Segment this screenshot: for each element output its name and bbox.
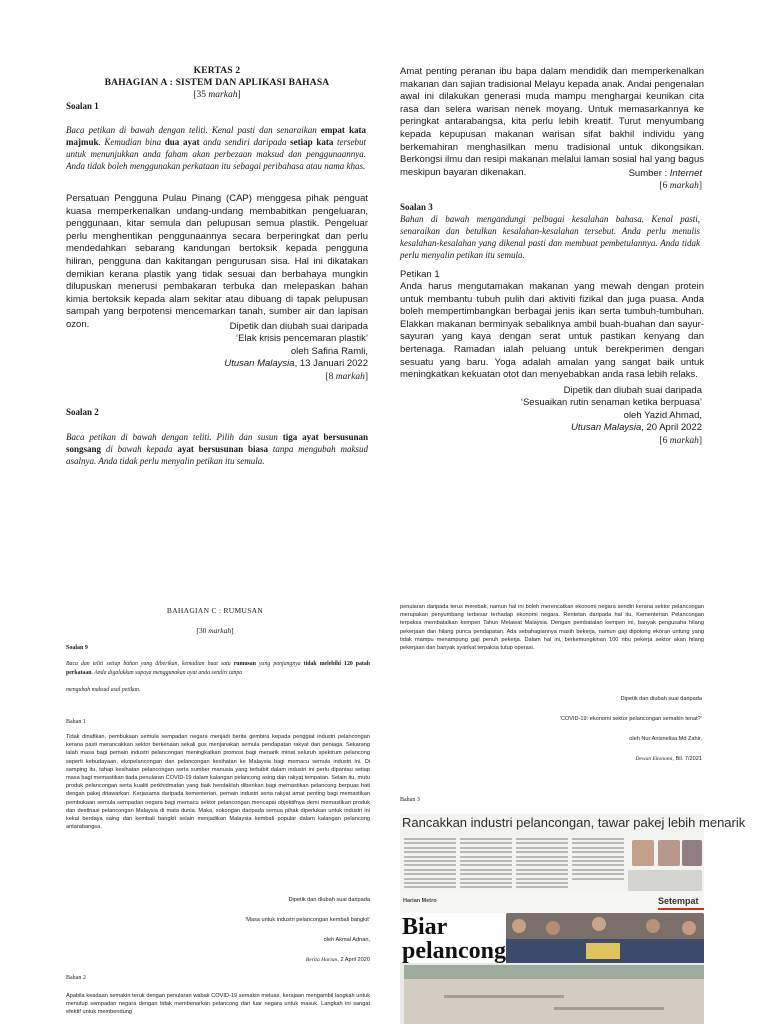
clipping-2-headline: Biar	[402, 914, 448, 940]
group-photo	[506, 913, 704, 963]
bahagian-a-heading: BAHAGIAN A : SISTEM DAN APLIKASI BAHASA	[104, 78, 330, 88]
soalan-1-passage: Persatuan Pengguna Pulau Pinang (CAP) menggesa pihak penguat kuasa memperkenalkan undang-undang membabitkan pengeluaran, penggunaan, kitar semula dan pelupusan semua plastik. Pengeluar perlu menghentikan penggunaannya secara berperingkat dan perlu mendedahkan sebarang kandungan bertoksik kepada pengguna hiliran, pengguna dan kakitangan pengurusan sisa. Hal ini dikatakan demikian kerana plastik yang tidak sesuai dan berbahaya mungkin dilupuskan menerusi pembakaran terbuka dan melepaskan bahan kimia bertoksik kepada alam sekitar atau dibuang di tapak pelupusan sampah yang berpotensi mencemarkan tanah, sumber air dan lapisan ozon.	[66, 193, 368, 330]
soalan-2-instructions: Baca petikan di bawah dengan teliti. Pilih dan susun tiga ayat bersusunan songsang di bawah kepada ayat bersusunan biasa tanpa mengubah maksud asalnya. Anda tidak perlu menyalin petikan itu semula.	[66, 432, 369, 466]
bahan-2-source: Dipetik dan diubah suai daripada ‘COVID-19: ekonomi sektor pelancongan semakin tenat?’ oleh Nur Anisnelisa Md Zahir, Dewan Ekonomi, Bil. 7/2021	[559, 696, 702, 762]
bahagian-a-marks: [35 markah]	[193, 90, 241, 100]
portrait-photo	[682, 840, 702, 866]
newspaper-masthead: Harian Metro	[403, 898, 437, 904]
soalan-1-instructions: Baca petikan di bawah dengan teliti. Kenal pasti dan senaraikan empat kata majmuk. Kemudian bina dua ayat anda sendiri daripada setiap kata tersebut untuk menunjukkan anda faham akan perbezaan maksud dan penggunaannya. Anda tidak boleh menggunakan perkataan itu sebagai peribahasa atau nama khas.	[66, 125, 366, 171]
portrait-photo	[632, 840, 654, 866]
clipping-2-headline-cont: pelancong	[402, 938, 507, 964]
beach-photo	[404, 965, 704, 1024]
bahan-1-label: Bahan 1	[66, 719, 86, 725]
bahan-1-source: Dipetik dan diubah suai daripada ‘Masa untuk industri pelancongan kembali bangkit’ oleh Akmal Adnan, Berita Harian, 2 April 2020	[244, 897, 370, 963]
petikan-1-label: Petikan 1	[400, 269, 440, 280]
newspaper-clipping-1	[400, 814, 746, 898]
bahagian-c-marks: [30 markah]	[196, 626, 234, 635]
soalan-1-source: Dipetik dan diubah suai daripada ‘Elak krisis pencemaran plastik’ oleh Safina Ramli, Utusan Malaysia, 13 Januari 2022 [8 markah]	[224, 321, 368, 382]
soalan-3-instructions: Bahan di bawah mengandungi pelbagai kesalahan bahasa. Kenal pasti, senaraikan dan betulkan kesalahan-kesalahan tersebut. Anda perlu menulis kesalahan-kesalahan yang dikenal pasti dan membuat pembetulannya. Anda tidak perlu menyalin petikan itu semula.	[400, 214, 700, 260]
clipping-1-headline: Rancakkan industri pelancongan, tawar pakej lebih menarik	[402, 815, 746, 830]
soalan-1-label: Soalan 1	[66, 101, 99, 111]
internet-source: Sumber : Internet [6 markah]	[628, 168, 702, 192]
newspaper-section: Setempat	[658, 896, 699, 906]
soalan-2-label: Soalan 2	[66, 407, 99, 417]
petikan-1-passage: Anda harus mengutamakan makanan yang mewah dengan protein untuk membantu tubuh pulih dari aktiviti fizikal dan juga puasa. Anda boleh mempertimbangkan berbagai jenis ikan serta tumbuh-tumbuhan. Elakkan makanan berminyak sebaliknya ambil buah-buahan dan sayur-sayuran yang kaya dengan serat untuk pastikan kenyang dan bertenaga. Ramadan ialah peluang untuk berekperimen dengan sesuatu yang baru. Yoga adalah amalan yang sangat baik untuk meningkatkan kekuatan otot dan menyebabkan anda rasa lebih relaks.	[400, 281, 704, 381]
bahan-3-label: Bahan 3	[400, 797, 420, 803]
soalan-3-label: Soalan 3	[400, 202, 433, 212]
bahan-2-passage: Apabila keadaan semakin teruk dengan penularan wabak COVID-19 semakin meluas, kerajaan mengambil langkah untuk menutup sempadan negara dengan tidak membenarkan pelancong dari luar negara untuk masuk. Langkah ini sangat efektif untuk membendung	[66, 993, 370, 1016]
petikan-1-source: Dipetik dan diubah suai daripada ‘Sesuaikan rutin senaman ketika berpuasa’ oleh Yazid Ahmad, Utusan Malaysia, 20 April 2022 [6 markah]	[520, 385, 702, 446]
bahagian-c-heading: BAHAGIAN C : RUMUSAN	[166, 606, 264, 615]
soalan-9-instructions-cont: mengubah maksud asal petikan.	[66, 687, 141, 693]
portrait-photo	[658, 840, 680, 866]
bahan-2-label: Bahan 2	[66, 975, 86, 981]
newspaper-clipping-2	[400, 891, 704, 1024]
kertas-heading: KERTAS 2	[193, 66, 241, 76]
makanan-tradisional-passage: Amat penting peranan ibu bapa dalam mendidik dan memperkenalkan makanan dan sajian tradisional Melayu kepada anak. Andai pengenalan awal ini dilakukan generasi muda mampu menghargai keunikan cita rasa dan selera warisan nenek moyang. Untuk memasarkannya ke peringkat antarabangsa, kita perlu lebih kreatif. Turut menyumbang kepada kepupusan makanan warisan sifat bakhil individu yang berkemahiran menghasilkan menu tradisional untuk dikongsikan. Berkongsi ilmu dan resipi makanan melalui laman sosial hal yang bagus meskipun bayaran dikenakan.	[400, 66, 704, 178]
soalan-9-instructions: Baca dan teliti setiap bahan yang diberikan, kemudian buat satu rumusan yang panjangnya tidak melebihi 120 patah perkataan. Anda digalakkan supaya menggunakan ayat anda sendiri tanpa	[66, 661, 370, 676]
bahan-1-passage: Tidak dinafikan, pembukaan semula sempadan negara menjadi berita gembira kepada penggiat industri pelancongan kerana pasti merancakkan sektor berkenaan sekali gus menjanakan semula pendapatan rakyat dan peniaga. Sekarang ialah masa bagi pemain industri pelancongan meningkatkan promosi bagi menarik minat seluruh spektrum pelancong seperti kebudayaan, ekopelancongan dan pelancongan kesihatan ke Malaysia bagi memacu semula industri ini. Di samping itu, tahap kesihatan pelancongan serta sumber manusia yang terbabit dalam industri ini perlu dipantau setiap masa bagi memastikan tiada penularan COVID-19 dalam kalangan pelancong asing dan rakyat tempatan. Selain itu, mutu produk pelancongan serta kualiti perkhidmatan yang baik hendaklah diberikan bagi memastikan pelancong berpuas hati dengan pakej ditawarkan. Kerjasama daripada kementerian, pemain industri serta rakyat amat penting bagi memastikan pembukaan semula sempadan negara bagi memacu sektor pelancongan mencapai objektifnya demi memastikan produk dan destinasi pelancongan Malaysia di mata dunia. Maka, sokongan daripada semua pihak diperlukan untuk industri ini kekal berdaya saing dan kembali bangkit selain menjadikan Malaysia kembali popular dalam kalangan pelancong antarabangsa.	[66, 734, 370, 831]
bahan-2-passage-cont: penularan daripada terus merebak, namun hal ini boleh merencatkan ekonomi negara sendiri kerana sektor pelancongan merupakan penyumbang terbesar terhadap ekonomi negara. Rentetan daripada hal itu, Kementerian Pelancongan terpaksa membatalkan kempen Tahun Melawat Malaysia. Dengan pembatalan kempen ini, banyak pengusaha hilang pekerjaan dan hilang punca pendapatan. Ada sebahagiannya masih bekerja, namun gaji dipotong ekoran untung yang tidak mampu menampung gaji penuh pekerja. Dalam hal ini, berkemungkinan 100 ribu pekerja sektor akan hilang pekerjaan dan banyak syarikat terpaksa tutup operasi.	[400, 604, 704, 652]
soalan-9-label: Soalan 9	[66, 645, 88, 651]
